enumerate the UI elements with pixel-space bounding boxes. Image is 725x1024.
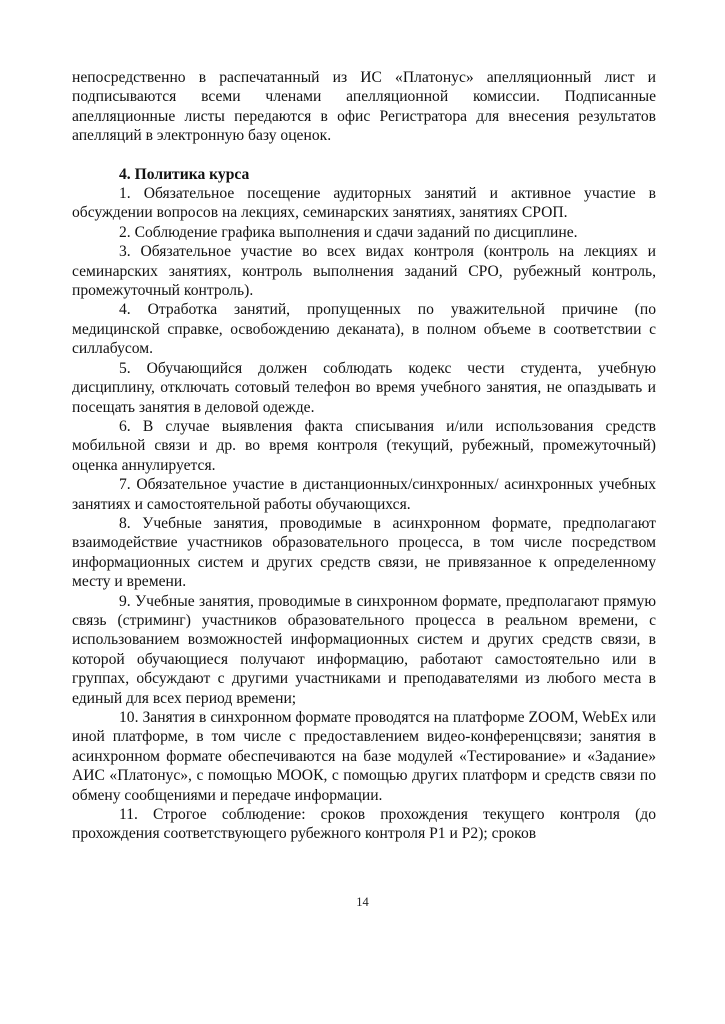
intro-paragraph: непосредственно в распечатанный из ИС «Платонус» апелляционный лист и подписываются всеми членами апелляционной комиссии. Подписанные апелляционные листы передаются в офис Регистратора для внесения результатов апелляций в электронную базу оценок. (72, 69, 656, 145)
policy-item-9: 9. Учебные занятия, проводимые в синхронном формате, предполагают прямую связь (стриминг) участников образовательного процесса в реальном времени, с использованием возможностей информационных систем и других средств связи, в которой обучающиеся получают информацию, работают самостоятельно или в группах, обсуждают с другими участниками и преподавателями из любого места в единый для всех период времени; (72, 592, 656, 707)
policy-item-6: 6. В случае выявления факта списывания и/или использования средств мобильной связи и др. во время контроля (текущий, рубежный, промежуточный) оценка аннулируется. (72, 417, 656, 474)
document-page (72, 68, 656, 844)
page-number: 14 (356, 895, 369, 909)
policy-item-1: 1. Обязательное посещение аудиторных занятий и активное участие в обсуждении вопросов на лекциях, семинарских занятиях, занятиях СРОП. (72, 185, 656, 222)
policy-item-8: 8. Учебные занятия, проводимые в асинхронном формате, предполагают взаимодействие участников образовательного процесса, в том числе посредством информационных систем и других средств связи, не привязанное к определенному месту и времени. (72, 514, 656, 591)
policy-item-7: 7. Обязательное участие в дистанционных/синхронных/ асинхронных учебных занятиях и самостоятельной работы обучающихся. (72, 476, 656, 513)
policy-item-2: 2. Соблюдение графика выполнения и сдачи заданий по дисциплине. (119, 223, 578, 241)
policy-item-5: 5. Обучающийся должен соблюдать кодекс чести студента, учебную дисциплину, отключать сотовый телефон во время учебного занятия, не опаздывать и посещать занятия в деловой одежде. (72, 359, 656, 416)
policy-item-10: 10. Занятия в синхронном формате проводятся на платформе ZOOM, WebEx или иной платформе, в том числе с предоставлением видео-конференцсвязи; занятия в асинхронном формате обеспечиваются на базе модулей «Тестирование» и «Задание» АИС «Платонус», с помощью МООК, с помощью других платформ и средств связи по обмену сообщениями и передаче информации. (72, 709, 656, 804)
policy-item-4: 4. Отработка занятий, пропущенных по уважительной причине (по медицинской справке, освобождению деканата), в полном объеме в соответствии с силлабусом. (72, 301, 656, 358)
policy-item-3: 3. Обязательное участие во всех видах контроля (контроль на лекциях и семинарских занятиях, контроль выполнения заданий СРО, рубежный контроль, промежуточный контроль). (72, 243, 656, 300)
section-heading: 4. Политика курса (119, 165, 250, 183)
policy-item-11: 11. Строгое соблюдение: сроков прохождения текущего контроля (до прохождения соответствующего рубежного контроля Р1 и Р2); сроков (72, 806, 656, 843)
